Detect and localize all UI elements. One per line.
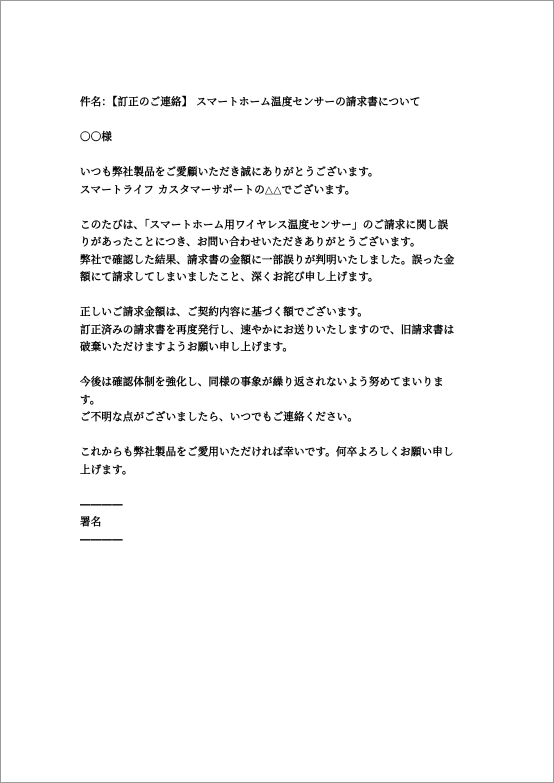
prevention-line: す。 bbox=[80, 393, 101, 406]
signature-rule-top: ―――― bbox=[80, 498, 123, 511]
apology-line: このたびは、「スマートホーム用ワイヤレス温度センサー」のご請求に関し誤 bbox=[80, 218, 449, 231]
prevention-line: 今後は確認体制を強化し、同様の事象が繰り返されないよう努めてまいりま bbox=[80, 376, 444, 388]
subject-text: 件名：【訂正のご連絡】 スマートホーム温度センサーの請求書について bbox=[80, 96, 421, 108]
correction-line: 訂正済みの請求書を再度発行し、速やかにお送りいたしますので、旧請求書は bbox=[80, 323, 455, 336]
closing-paragraph bbox=[80, 444, 480, 479]
closing-line: これからも弊社製品をご愛用いただければ幸いです。何卒よろしくお願い申し bbox=[80, 446, 454, 458]
closing-line: 上げます。 bbox=[80, 463, 133, 476]
subject-line bbox=[80, 94, 480, 112]
signature-block bbox=[80, 497, 480, 550]
apology-line: りがあったことにつき、お問い合わせいただきありがとうございます。 bbox=[80, 236, 421, 248]
prevention-paragraph bbox=[80, 374, 480, 427]
apology-line: 額にて請求してしまいましたこと、深くお詫び申し上げます。 bbox=[80, 271, 379, 283]
recipient-text: 〇〇様 bbox=[80, 131, 113, 143]
greeting-paragraph bbox=[80, 164, 480, 199]
prevention-line: ご不明な点がございましたら、いつでもご連絡ください。 bbox=[80, 411, 359, 423]
apology-line: 弊社で確認した結果、請求書の金額に一部誤りが判明いたしました。誤った金 bbox=[80, 253, 455, 266]
recipient-line bbox=[80, 129, 480, 147]
greeting-line: いつも弊社製品をご愛顧いただき誠にありがとうございます。 bbox=[80, 166, 379, 178]
greeting-line: スマートライフ カスタマーサポートの△△でございます。 bbox=[80, 183, 356, 196]
signature-rule-bottom: ―――― bbox=[80, 533, 123, 546]
correction-paragraph bbox=[80, 304, 480, 357]
correction-line: 破棄いただけますようお願い申し上げます。 bbox=[80, 341, 294, 353]
letter-body bbox=[80, 94, 480, 567]
correction-line: 正しいご請求金額は、ご契約内容に基づく額でございます。 bbox=[80, 306, 369, 318]
apology-paragraph bbox=[80, 217, 480, 287]
signature-label: 署名 bbox=[80, 516, 102, 528]
